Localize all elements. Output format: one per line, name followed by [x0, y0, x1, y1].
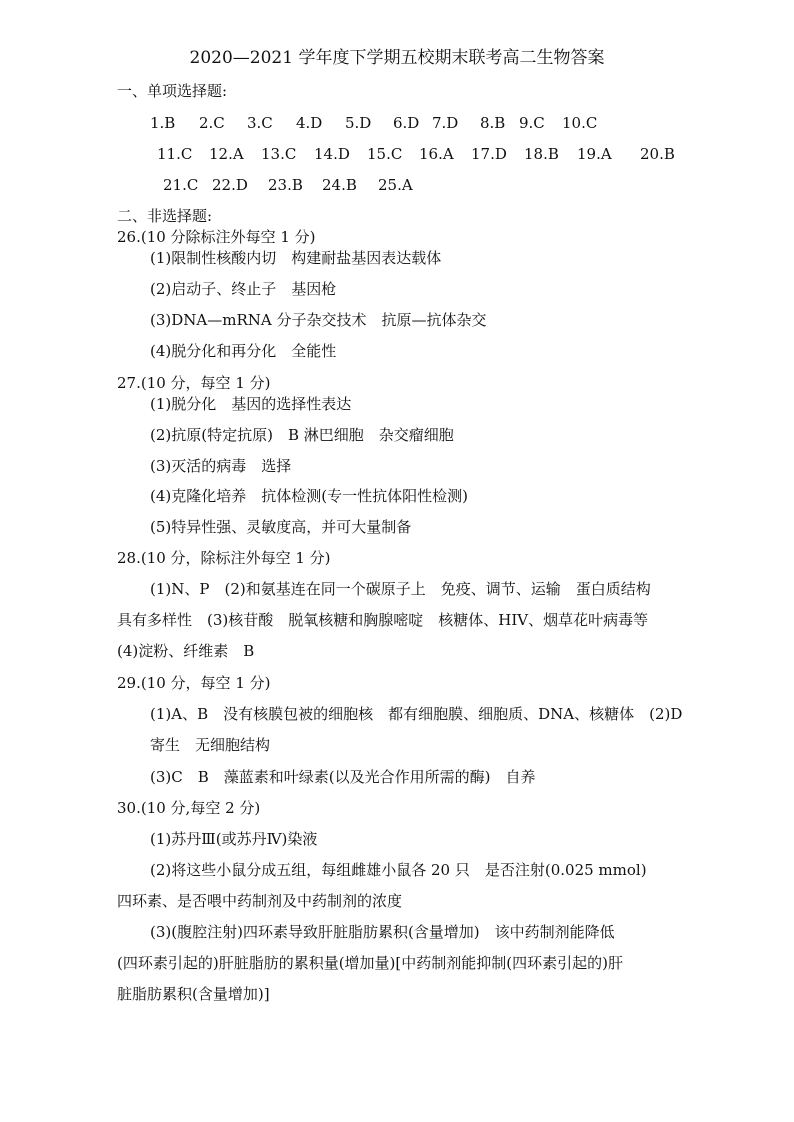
q29-answer-1: (1)A、B 没有核膜包被的细胞核 都有细胞膜、细胞质、DNA、核糖体 (2)D [150, 705, 683, 723]
q27-answer-2: (2)抗原(特定抗原) B 淋巴细胞 杂交瘤细胞 [150, 426, 454, 444]
mcq-answer: 1.B [150, 114, 176, 132]
q28-heading: 28.(10 分，除标注外每空 1 分) [117, 549, 331, 567]
mcq-answer: 22.D [212, 176, 248, 194]
mcq-answer: 2.C [199, 114, 225, 132]
q30-answer-6: 脏脂肪累积(含量增加)] [117, 985, 270, 1003]
mcq-answer: 19.A [577, 145, 612, 163]
q27-answer-4: (4)克隆化培养 抗体检测(专一性抗体阳性检测) [150, 487, 468, 505]
q28-answer-2: 具有多样性 (3)核苷酸 脱氧核糖和胸腺嘧啶 核糖体、HIV、烟草花叶病毒等 [117, 611, 649, 629]
mcq-answer: 9.C [519, 114, 545, 132]
mcq-answer: 7.D [432, 114, 459, 132]
mcq-answer: 12.A [209, 145, 244, 163]
q26-answer-1: (1)限制性核酸内切 构建耐盐基因表达载体 [150, 249, 442, 267]
mcq-answer: 21.C [163, 176, 199, 194]
q30-answer-4: (3)(腹腔注射)四环素导致肝脏脂肪累积(含量增加) 该中药制剂能降低 [150, 923, 615, 941]
q29-answer-3: (3)C B 藻蓝素和叶绿素(以及光合作用所需的酶) 自养 [150, 768, 536, 786]
mcq-row-3 [0, 175, 794, 195]
mcq-answer: 13.C [261, 145, 297, 163]
mcq-row-1 [0, 113, 794, 133]
section1-heading: 一、单项选择题: [117, 82, 228, 100]
mcq-answer: 23.B [268, 176, 303, 194]
q30-heading: 30.(10 分,每空 2 分) [117, 799, 261, 817]
q27-answer-1: (1)脱分化 基因的选择性表达 [150, 395, 352, 413]
mcq-answer: 11.C [157, 145, 193, 163]
mcq-answer: 8.B [480, 114, 506, 132]
q26-answer-3: (3)DNA—mRNA 分子杂交技术 抗原—抗体杂交 [150, 311, 487, 329]
q26-answer-4: (4)脱分化和再分化 全能性 [150, 342, 337, 360]
q28-answer-1: (1)N、P (2)和氨基连在同一个碳原子上 免疫、调节、运输 蛋白质结构 [150, 580, 651, 598]
mcq-answer: 25.A [378, 176, 413, 194]
q30-answer-2: (2)将这些小鼠分成五组，每组雌雄小鼠各 20 只 是否注射(0.025 mmol) [150, 861, 647, 879]
q29-answer-2: 寄生 无细胞结构 [150, 736, 271, 754]
mcq-answer: 17.D [471, 145, 507, 163]
mcq-answer: 14.D [314, 145, 350, 163]
q30-answer-3: 四环素、是否喂中药制剂及中药制剂的浓度 [117, 892, 403, 910]
mcq-answer: 10.C [562, 114, 598, 132]
q30-answer-1: (1)苏丹Ⅲ(或苏丹Ⅳ)染液 [150, 830, 318, 848]
q28-answer-3: (4)淀粉、纤维素 B [117, 642, 255, 660]
mcq-answer: 20.B [640, 145, 675, 163]
mcq-answer: 15.C [367, 145, 403, 163]
mcq-answer: 3.C [247, 114, 273, 132]
section2-heading: 二、非选择题: [117, 207, 213, 225]
q29-heading: 29.(10 分，每空 1 分) [117, 674, 271, 692]
q27-answer-3: (3)灭活的病毒 选择 [150, 457, 292, 475]
q27-heading: 27.(10 分，每空 1 分) [117, 374, 271, 392]
mcq-answer: 4.D [296, 114, 323, 132]
mcq-answer: 18.B [524, 145, 559, 163]
q26-answer-2: (2)启动子、终止子 基因枪 [150, 280, 337, 298]
q26-heading: 26.(10 分除标注外每空 1 分) [117, 228, 316, 246]
q27-answer-5: (5)特异性强、灵敏度高，并可大量制备 [150, 518, 412, 536]
mcq-answer: 24.B [322, 176, 357, 194]
mcq-row-2 [0, 144, 794, 164]
page-title: 2020—2021 学年度下学期五校期末联考高二生物答案 [189, 48, 605, 68]
q30-answer-5: (四环素引起的)肝脏脂肪的累积量(增加量)[中药制剂能抑制(四环素引起的)肝 [117, 954, 623, 972]
mcq-answer: 16.A [419, 145, 454, 163]
mcq-answer: 5.D [345, 114, 372, 132]
mcq-answer: 6.D [393, 114, 420, 132]
